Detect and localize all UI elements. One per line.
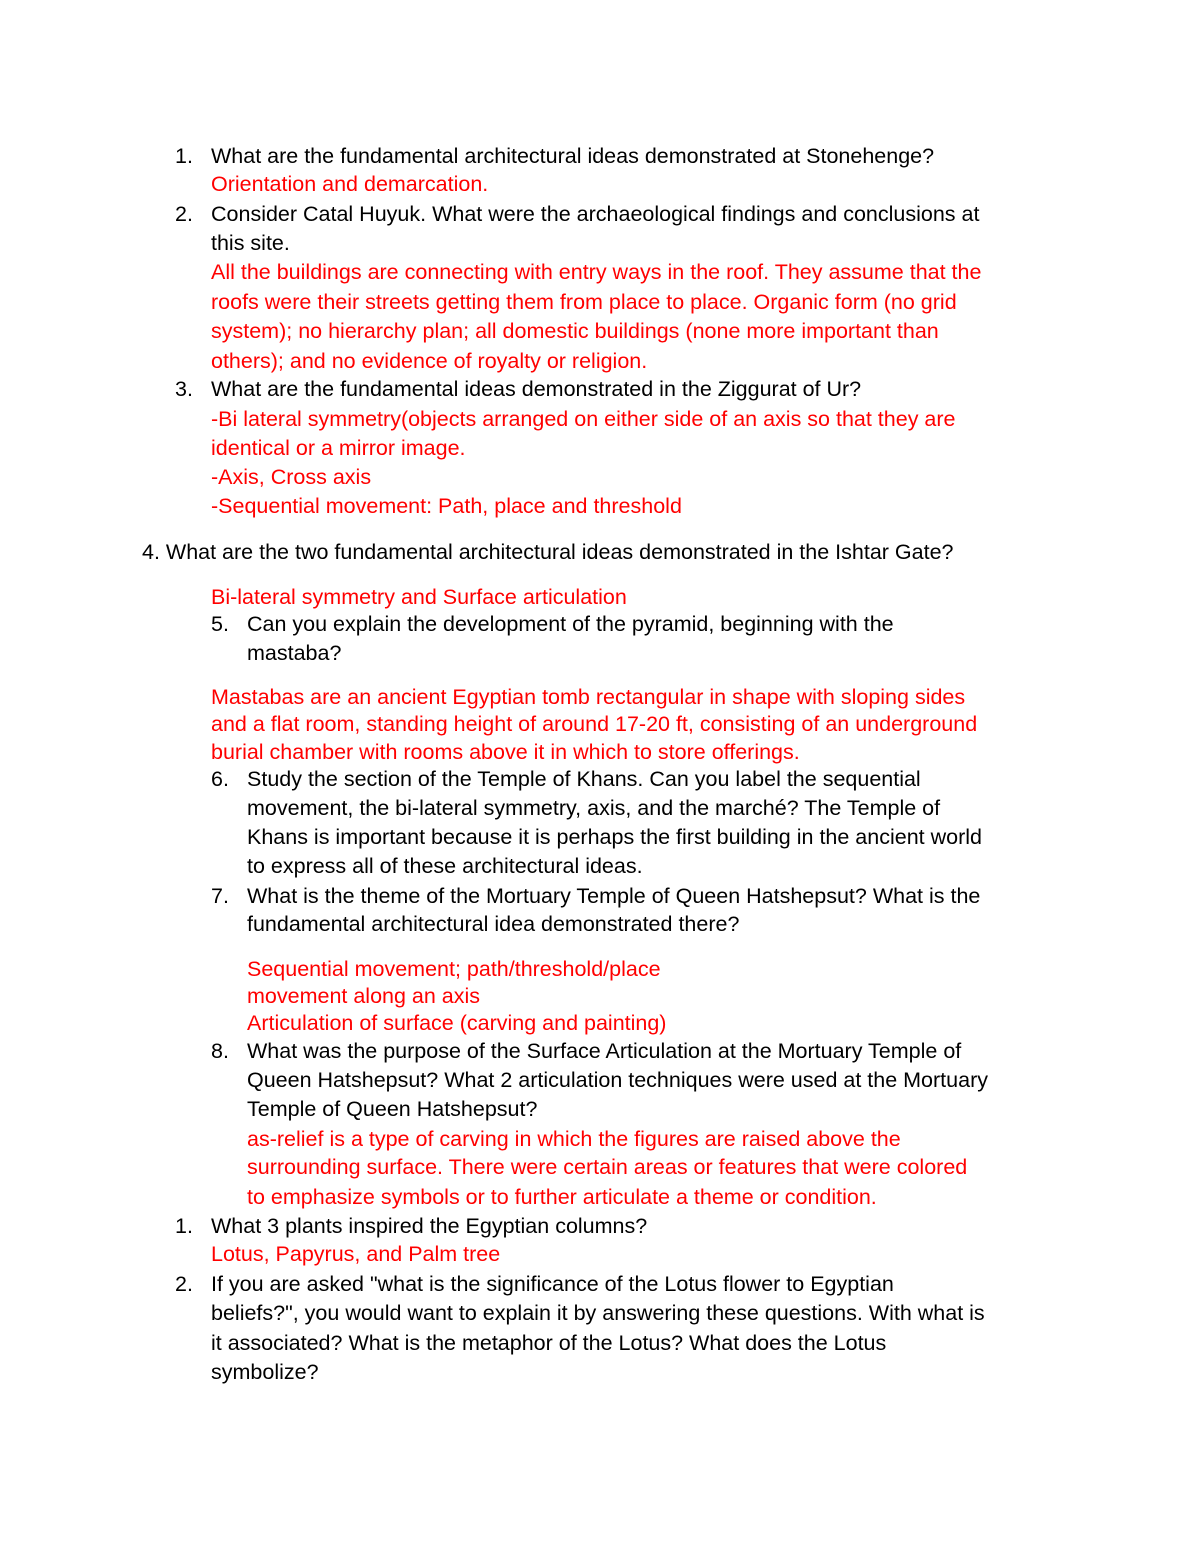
item-5-answer-line-3: burial chamber with rooms above it in which to store offerings. bbox=[211, 740, 800, 764]
item-1-answer-line-1: Orientation and demarcation. bbox=[211, 172, 489, 196]
item-5-answer-line-2: and a flat room, standing height of around 17-20 ft, consisting of an underground bbox=[211, 712, 978, 736]
item-6-question-line-2: movement, the bi-lateral symmetry, axis, and the marché? The Temple of bbox=[247, 796, 941, 820]
item-6-question-line-4: to express all of these architectural ideas. bbox=[247, 854, 643, 878]
item-3-answer-line-4: -Sequential movement: Path, place and threshold bbox=[211, 494, 682, 518]
item-8-answer-line-2: surrounding surface. There were certain areas or features that were colored bbox=[247, 1155, 968, 1179]
item-6-number: 6. bbox=[211, 767, 229, 791]
item-6-question-line-3: Khans is important because it is perhaps the first building in the ancient world bbox=[247, 825, 982, 849]
item-10-question-line-4: symbolize? bbox=[211, 1360, 319, 1384]
item-9-number: 1. bbox=[175, 1214, 193, 1238]
item-2-question-line-2: this site. bbox=[211, 231, 290, 255]
item-7-answer-line-1: Sequential movement; path/threshold/place bbox=[247, 957, 661, 981]
item-1-number: 1. bbox=[175, 144, 193, 168]
item-2-answer-line-3: system); no hierarchy plan; all domestic buildings (none more important than bbox=[211, 319, 939, 343]
item-9-answer-line-1: Lotus, Papyrus, and Palm tree bbox=[211, 1242, 501, 1266]
item-3-number: 3. bbox=[175, 377, 193, 401]
item-9-question-line-1: What 3 plants inspired the Egyptian columns? bbox=[211, 1214, 648, 1238]
item-1-question-line-1: What are the fundamental architectural ideas demonstrated at Stonehenge? bbox=[211, 144, 935, 168]
item-5-number: 5. bbox=[211, 612, 229, 636]
item-8-number: 8. bbox=[211, 1039, 229, 1063]
item-10-question-line-2: beliefs?", you would want to explain it by answering these questions. With what is bbox=[211, 1301, 985, 1325]
item-4-question-line-1: 4. What are the two fundamental architectural ideas demonstrated in the Ishtar Gate? bbox=[142, 540, 954, 564]
item-2-number: 2. bbox=[175, 202, 193, 226]
item-2-answer-line-2: roofs were their streets getting them from place to place. Organic form (no grid bbox=[211, 290, 957, 314]
item-2-answer-line-1: All the buildings are connecting with entry ways in the roof. They assume that the bbox=[211, 260, 982, 284]
item-7-answer-line-3: Articulation of surface (carving and painting) bbox=[247, 1011, 667, 1035]
item-3-question-line-1: What are the fundamental ideas demonstrated in the Ziggurat of Ur? bbox=[211, 377, 862, 401]
item-10-number: 2. bbox=[175, 1272, 193, 1296]
item-10-question-line-1: If you are asked "what is the significance of the Lotus flower to Egyptian bbox=[211, 1272, 894, 1296]
item-2-question-line-1: Consider Catal Huyuk. What were the archaeological findings and conclusions at bbox=[211, 202, 980, 226]
item-3-answer-line-1: -Bi lateral symmetry(objects arranged on either side of an axis so that they are bbox=[211, 407, 956, 431]
item-4-answer-line-1: Bi-lateral symmetry and Surface articulation bbox=[211, 585, 627, 609]
item-5-question-line-2: mastaba? bbox=[247, 641, 342, 665]
item-2-answer-line-4: others); and no evidence of royalty or religion. bbox=[211, 349, 648, 373]
item-8-answer-line-1: as-relief is a type of carving in which the figures are raised above the bbox=[247, 1127, 901, 1151]
item-8-question-line-1: What was the purpose of the Surface Articulation at the Mortuary Temple of bbox=[247, 1039, 962, 1063]
item-8-question-line-2: Queen Hatshepsut? What 2 articulation techniques were used at the Mortuary bbox=[247, 1068, 988, 1092]
item-7-question-line-1: What is the theme of the Mortuary Temple of Queen Hatshepsut? What is the bbox=[247, 884, 981, 908]
item-7-answer-line-2: movement along an axis bbox=[247, 984, 481, 1008]
item-5-question-line-1: Can you explain the development of the pyramid, beginning with the bbox=[247, 612, 894, 636]
item-8-answer-line-3: to emphasize symbols or to further articulate a theme or condition. bbox=[247, 1185, 877, 1209]
item-3-answer-line-3: -Axis, Cross axis bbox=[211, 465, 372, 489]
item-10-question-line-3: it associated? What is the metaphor of the Lotus? What does the Lotus bbox=[211, 1331, 887, 1355]
item-7-question-line-2: fundamental architectural idea demonstrated there? bbox=[247, 912, 740, 936]
item-7-number: 7. bbox=[211, 884, 229, 908]
item-5-answer-line-1: Mastabas are an ancient Egyptian tomb rectangular in shape with sloping sides bbox=[211, 685, 966, 709]
item-3-answer-line-2: identical or a mirror image. bbox=[211, 436, 466, 460]
item-6-question-line-1: Study the section of the Temple of Khans. Can you label the sequential bbox=[247, 767, 921, 791]
item-8-question-line-3: Temple of Queen Hatshepsut? bbox=[247, 1097, 538, 1121]
